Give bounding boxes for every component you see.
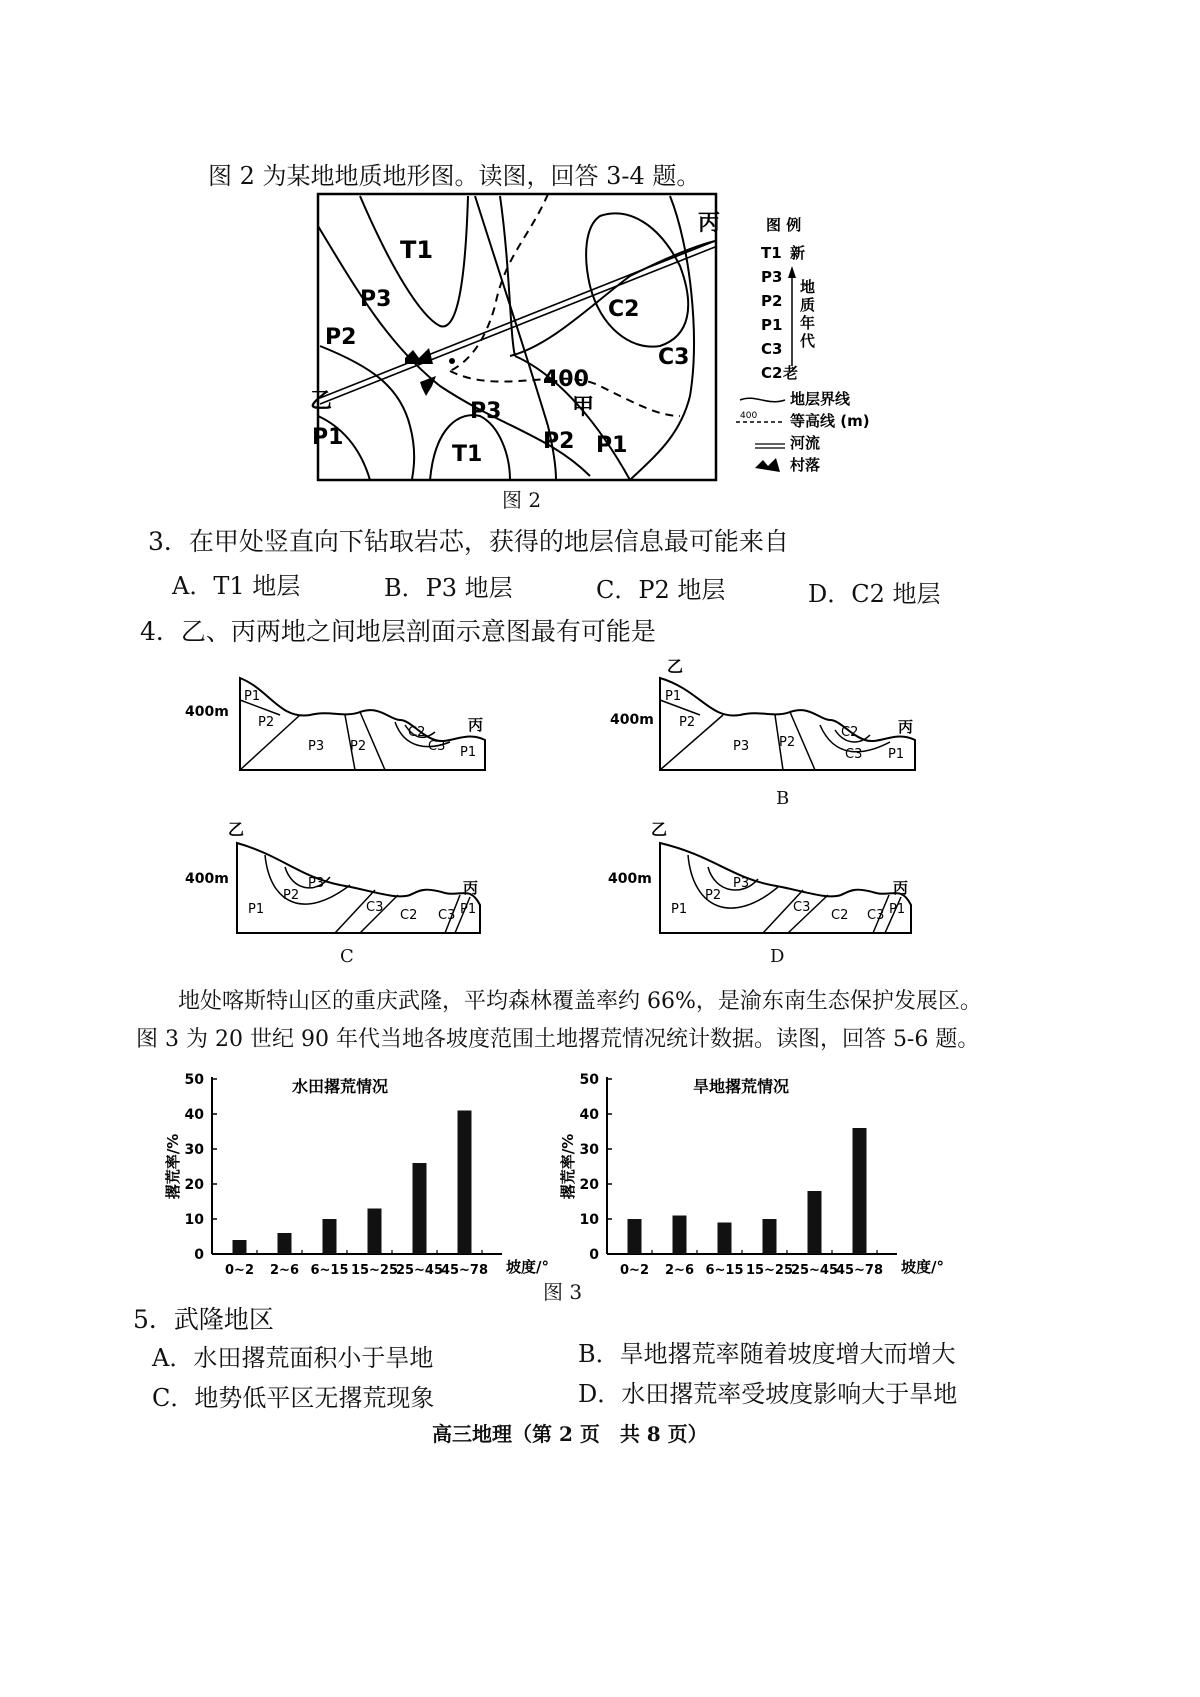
x-tick-label: 15~25 <box>350 1263 399 1278</box>
x-tick-label: 2~6 <box>270 1263 299 1278</box>
profile-panel-c <box>180 815 510 940</box>
q5-option-c: C．地势低平区无撂荒现象 <box>152 1384 435 1412</box>
x-tick-label: 25~45 <box>395 1263 444 1278</box>
panel-a-label-7: P1 <box>460 745 477 760</box>
x-tick-label: 0~2 <box>620 1263 649 1278</box>
bar <box>278 1233 292 1254</box>
panel-b-label-3: P3 <box>733 739 750 754</box>
bar <box>233 1240 247 1254</box>
legend-item-c2: C2 <box>761 364 783 382</box>
legend-item-p2: P2 <box>761 292 783 310</box>
panel-d-label-6: C3 <box>867 908 885 923</box>
panel-d-label-1: P1 <box>671 902 688 917</box>
q5-option-d: D．水田撂荒率受坡度影响大于旱地 <box>578 1380 958 1408</box>
panel-c-label-6: C3 <box>438 908 456 923</box>
panel-b-label-4: P2 <box>779 735 796 750</box>
x-axis-label: 坡度/° <box>901 1258 944 1276</box>
bar <box>458 1111 472 1255</box>
panel-d-letter: D <box>770 946 785 967</box>
x-tick-label: 45~78 <box>835 1263 884 1278</box>
legend-boundary: 地层界线 <box>790 390 851 408</box>
chart-title: 水田撂荒情况 <box>292 1077 389 1096</box>
map-place-bing: 丙 <box>698 211 721 236</box>
q3-option-c: C．P2 地层 <box>596 576 726 604</box>
panel-a-label-3: P3 <box>308 739 325 754</box>
q4-stem: 4．乙、丙两地之间地层剖面示意图最有可能是 <box>140 617 656 646</box>
y-tick-label: 40 <box>579 1107 599 1123</box>
map-label-c2: C2 <box>608 297 640 322</box>
panel-c-label-2: P2 <box>283 888 300 903</box>
figure2-caption: 图 2 <box>502 488 542 512</box>
panel-c-label-4: C3 <box>366 900 384 915</box>
q3-option-a: A．T1 地层 <box>172 572 301 600</box>
panel-b-elev: 400m <box>610 712 654 728</box>
chart-paddy-abandonment <box>150 1062 570 1294</box>
legend-age-label: 地质年代 <box>800 278 816 350</box>
panel-c-start: 乙 <box>228 820 245 839</box>
y-tick-label: 10 <box>184 1212 204 1228</box>
legend-title: 图 例 <box>766 216 802 234</box>
panel-d-label-7: P1 <box>889 902 906 917</box>
bar <box>763 1219 777 1254</box>
bar <box>368 1209 382 1255</box>
legend-old: 老 <box>783 364 799 382</box>
chart-dryland-abandonment <box>545 1062 975 1294</box>
map-label-p1-bottom: P1 <box>596 433 628 458</box>
q5-option-a: A．水田撂荒面积小于旱地 <box>152 1344 434 1372</box>
x-tick-label: 6~15 <box>705 1263 744 1278</box>
panel-a-end: 丙 <box>468 716 484 734</box>
y-tick-label: 50 <box>579 1072 599 1088</box>
legend-item-t1: T1 <box>761 244 782 262</box>
map-label-p3-left: P3 <box>360 287 392 312</box>
bar <box>673 1216 687 1255</box>
map-contour-label: 400 <box>543 367 589 392</box>
panel-b-start: 乙 <box>667 657 684 676</box>
bar <box>718 1223 732 1255</box>
panel-b-label-6: C3 <box>845 747 863 762</box>
map-label-p3-bottom: P3 <box>470 399 502 424</box>
panel-b-label-2: P2 <box>679 715 696 730</box>
paragraph-line-1: 地处喀斯特山区的重庆武隆，平均森林覆盖率约 66%，是渝东南生态保护发展区。 <box>178 989 982 1014</box>
panel-d-start: 乙 <box>651 820 668 839</box>
panel-c-elev: 400m <box>185 871 229 887</box>
y-tick-label: 20 <box>579 1177 599 1193</box>
panel-a-label-5: C2 <box>408 725 426 740</box>
panel-c-end: 丙 <box>463 879 479 897</box>
y-tick-label: 10 <box>579 1212 599 1228</box>
map-label-p1-left: P1 <box>312 425 344 450</box>
profile-panel-d <box>603 815 933 940</box>
chart-title: 旱地撂荒情况 <box>693 1077 790 1096</box>
x-axis-label: 坡度/° <box>506 1258 549 1276</box>
map-place-yi: 乙 <box>310 389 333 414</box>
y-tick-label: 30 <box>579 1142 599 1158</box>
bar <box>413 1163 427 1254</box>
y-tick-label: 20 <box>184 1177 204 1193</box>
panel-a-label-1: P1 <box>244 689 261 704</box>
y-tick-label: 30 <box>184 1142 204 1158</box>
profile-panel-a <box>180 670 510 780</box>
x-tick-label: 2~6 <box>665 1263 694 1278</box>
panel-c-label-3: P3 <box>308 876 325 891</box>
intro-text: 图 2 为某地地质地形图。读图，回答 3-4 题。 <box>208 162 701 190</box>
map-label-t1-bottom: T1 <box>452 442 483 467</box>
map-label-t1-top: T1 <box>400 236 434 264</box>
legend-village: 村落 <box>790 456 821 474</box>
legend-item-p3: P3 <box>761 268 783 286</box>
geologic-map <box>300 186 880 498</box>
y-tick-label: 0 <box>589 1247 599 1263</box>
panel-a-label-4: P2 <box>350 739 367 754</box>
page-footer: 高三地理（第 2 页 共 8 页） <box>432 1422 708 1446</box>
x-tick-label: 6~15 <box>310 1263 349 1278</box>
panel-b-letter: B <box>776 788 790 809</box>
panel-a-label-6: C3 <box>428 739 446 754</box>
panel-c-label-1: P1 <box>248 902 265 917</box>
q5-stem: 5．武隆地区 <box>133 1305 274 1334</box>
x-tick-label: 15~25 <box>745 1263 794 1278</box>
figure3-caption: 图 3 <box>543 1280 583 1304</box>
q3-option-b: B．P3 地层 <box>384 574 513 602</box>
legend-item-c3: C3 <box>761 340 783 358</box>
bar <box>853 1128 867 1254</box>
panel-d-label-2: P2 <box>705 888 722 903</box>
panel-b-end: 丙 <box>898 718 914 736</box>
panel-a-elev: 400m <box>185 704 229 720</box>
y-tick-label: 50 <box>184 1072 204 1088</box>
legend-item-p1: P1 <box>761 316 783 334</box>
bar <box>808 1191 822 1254</box>
x-tick-label: 0~2 <box>225 1263 254 1278</box>
panel-c-letter: C <box>340 946 354 967</box>
legend-river: 河流 <box>790 434 821 452</box>
q3-stem: 3．在甲处竖直向下钻取岩芯，获得的地层信息最可能来自 <box>148 527 789 556</box>
map-label-p2-left: P2 <box>325 325 357 350</box>
x-tick-label: 25~45 <box>790 1263 839 1278</box>
legend-contour-sample: 400 <box>740 411 758 421</box>
y-tick-label: 40 <box>184 1107 204 1123</box>
panel-d-elev: 400m <box>608 871 652 887</box>
bar <box>628 1219 642 1254</box>
paragraph-line-2: 图 3 为 20 世纪 90 年代当地各坡度范围土地撂荒情况统计数据。读图，回答 5-6 题。 <box>136 1027 980 1052</box>
panel-c-label-5: C2 <box>400 908 418 923</box>
bar <box>323 1219 337 1254</box>
panel-d-label-3: P3 <box>733 876 750 891</box>
map-label-p2-bottom: P2 <box>543 429 575 454</box>
q3-option-d: D．C2 地层 <box>808 580 941 608</box>
panel-b-label-7: P1 <box>888 747 905 762</box>
profile-panel-b <box>605 650 935 780</box>
map-label-c3: C3 <box>658 345 690 370</box>
panel-b-label-5: C2 <box>841 725 859 740</box>
panel-b-label-1: P1 <box>665 689 682 704</box>
y-tick-label: 0 <box>194 1247 204 1263</box>
panel-a-label-2: P2 <box>258 715 275 730</box>
panel-d-end: 丙 <box>893 879 909 897</box>
panel-d-label-5: C2 <box>831 908 849 923</box>
panel-c-label-7: P1 <box>460 902 477 917</box>
y-axis-label: 撂荒率/% <box>559 1133 577 1200</box>
legend-new: 新 <box>790 244 806 262</box>
y-axis-label: 撂荒率/% <box>164 1133 182 1200</box>
x-tick-label: 45~78 <box>440 1263 489 1278</box>
panel-d-label-4: C3 <box>793 900 811 915</box>
map-place-jia: 甲 <box>572 395 595 420</box>
legend-contour: 等高线 (m) <box>790 412 870 430</box>
q5-option-b: B．旱地撂荒率随着坡度增大而增大 <box>578 1340 956 1368</box>
